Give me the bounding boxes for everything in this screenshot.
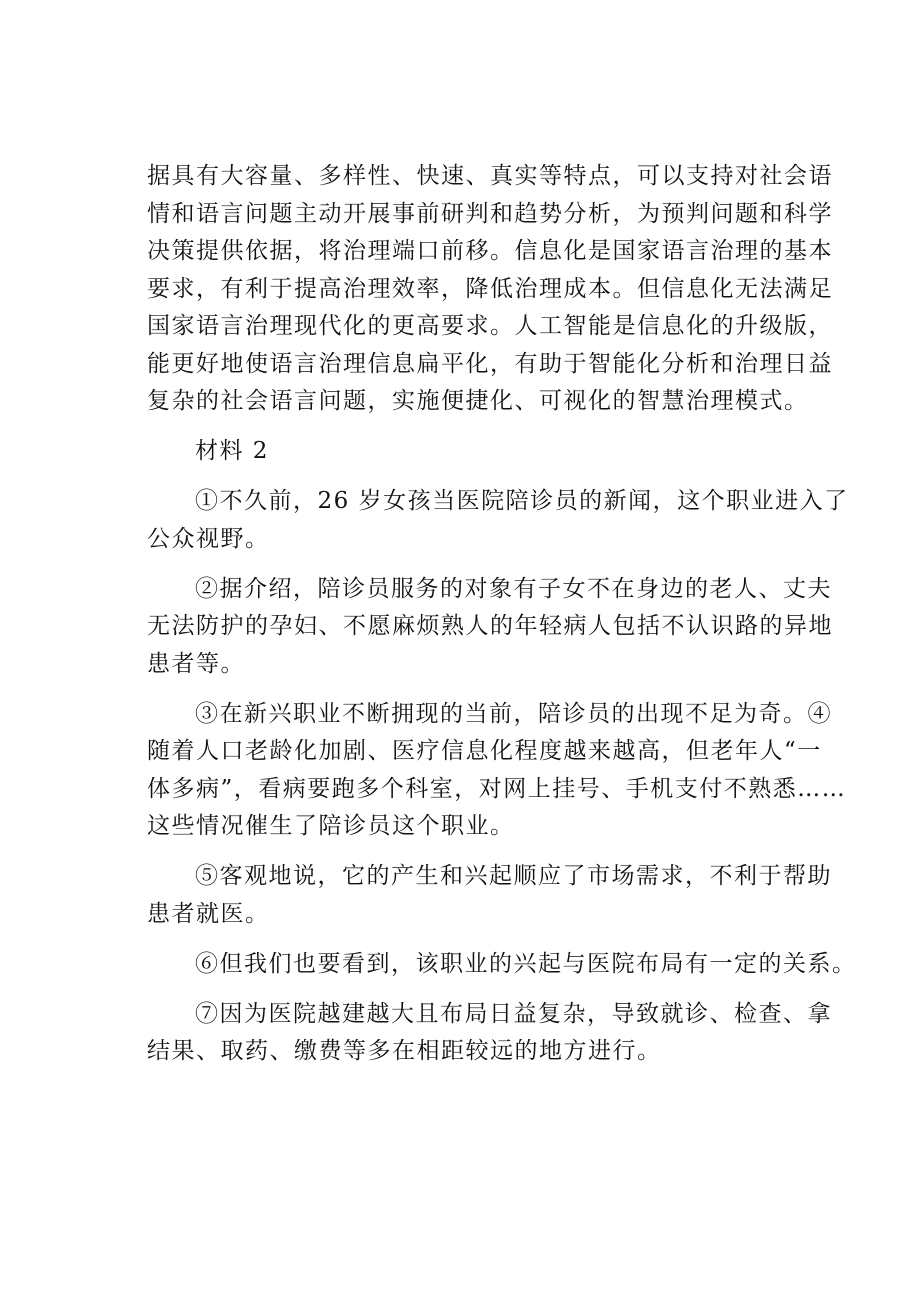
text-line: 要求，有利于提高治理效率，降低治理成本。但信息化无法满足 <box>147 275 833 302</box>
text-line: 公众视野。 <box>147 525 270 552</box>
text-line: 能更好地使语言治理信息扁平化，有助于智能化分析和治理日益 <box>147 350 833 377</box>
text-line: ①不久前，26 岁女孩当医院陪诊员的新闻，这个职业进入了 <box>195 488 849 514</box>
text-line: ②据介绍，陪诊员服务的对象有子女不在身边的老人、丈夫 <box>195 575 832 602</box>
text-line: 据具有大容量、多样性、快速、真实等特点，可以支持对社会语 <box>147 163 833 189</box>
text-line: 情和语言问题主动开展事前研判和趋势分析，为预判问题和科学 <box>147 200 833 227</box>
material-heading <box>147 433 827 471</box>
text-line: 决策提供依据，将治理端口前移。信息化是国家语言治理的基本 <box>147 238 833 264</box>
text-line: 结果、取药、缴费等多在相距较远的地方进行。 <box>147 1038 662 1064</box>
text-line: 复杂的社会语言问题，实施便捷化、可视化的智慧治理模式。 <box>147 388 809 414</box>
document-body <box>147 158 857 1071</box>
text-line: 这些情况催生了陪诊员这个职业。 <box>147 813 515 839</box>
paragraph-2 <box>147 571 833 684</box>
text-line: 患者等。 <box>147 650 245 677</box>
continuation-paragraph <box>147 158 833 421</box>
text-line: ⑦因为医院越建越大且布局日益复杂，导致就诊、检查、拿 <box>195 1000 832 1027</box>
paragraph-3 <box>147 696 847 846</box>
text-line: ③在新兴职业不断拥现的当前，陪诊员的出现不足为奇。④ <box>195 700 832 727</box>
paragraph-6 <box>147 996 832 1071</box>
paragraph-1 <box>147 483 849 558</box>
text-line: 随着人口老龄化加剧、医疗信息化程度越来越高，但老年人“一 <box>147 738 822 764</box>
text-line: ⑤客观地说，它的产生和兴起顺应了市场需求，不利于帮助 <box>195 863 832 889</box>
text-line: 无法防护的孕妇、不愿麻烦熟人的年轻病人包括不认识路的异地 <box>147 613 833 639</box>
heading-text: 材料 2 <box>195 438 269 464</box>
text-line: 患者就医。 <box>147 900 270 927</box>
text-line: 体多病”，看病要跑多个科室，对网上挂号、手机支付不熟悉…… <box>147 775 847 802</box>
text-line: 国家语言治理现代化的更高要求。人工智能是信息化的升级版， <box>147 313 833 339</box>
paragraph-4 <box>147 858 832 933</box>
paragraph-5 <box>147 946 857 984</box>
text-line: ⑥但我们也要看到，该职业的兴起与医院布局有一定的关系。 <box>195 950 857 977</box>
